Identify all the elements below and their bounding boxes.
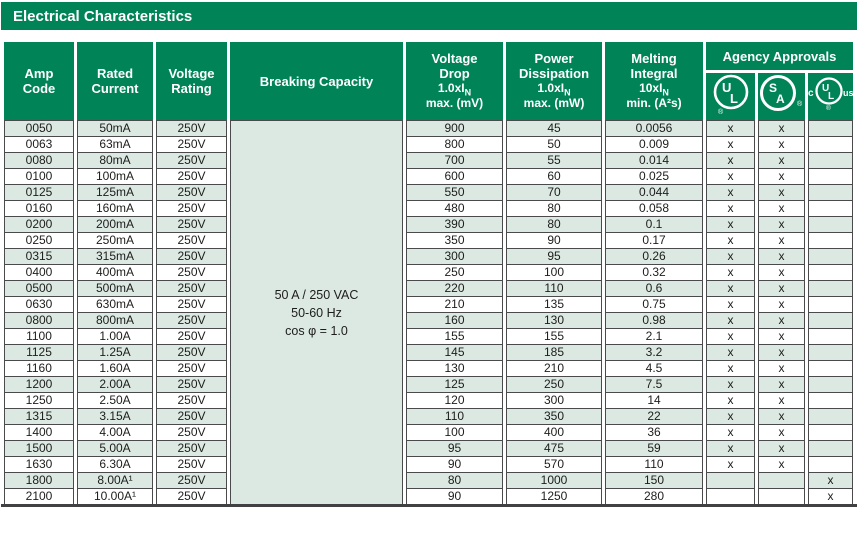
culus-approval-cell	[808, 376, 853, 392]
melting-integral-cell: 0.75	[605, 296, 703, 312]
amp-code-cell: 0400	[4, 264, 74, 280]
ul-approval-cell: x	[706, 248, 755, 264]
voltage-rating-cell: 250V	[156, 216, 227, 232]
amp-code-cell: 1500	[4, 440, 74, 456]
culus-approval-cell	[808, 360, 853, 376]
culus-approval-cell	[808, 296, 853, 312]
melting-integral-cell: 280	[605, 488, 703, 504]
voltage-drop-cell: 390	[406, 216, 503, 232]
section-title: Electrical Characteristics	[13, 7, 193, 25]
ul-approval-cell: x	[706, 392, 755, 408]
ul-approval-cell: x	[706, 456, 755, 472]
col-header-power-dissipation: Power Dissipation $1.0xI_N$ max. (mW)	[506, 42, 602, 120]
melting-integral-cell: 0.014	[605, 152, 703, 168]
culus-approval-cell: x	[808, 488, 853, 504]
table-row	[4, 472, 853, 488]
breaking-capacity-line1: 50 A / 250 VAC	[274, 287, 359, 302]
voltage-drop-cell: 160	[406, 312, 503, 328]
melting-integral-cell: 0.0056	[605, 120, 703, 136]
culus-approval-cell	[808, 152, 853, 168]
amp-code-cell: 1630	[4, 456, 74, 472]
melting-integral-cell: 0.058	[605, 200, 703, 216]
table-row	[4, 376, 853, 392]
ul-approval-cell: x	[706, 312, 755, 328]
amp-code-cell: 1200	[4, 376, 74, 392]
table-row	[4, 152, 853, 168]
svg-text:c: c	[808, 88, 814, 99]
rated-current-cell: 50mA	[77, 120, 153, 136]
power-dissipation-cell: 300	[506, 392, 602, 408]
ul-approval-cell: x	[706, 152, 755, 168]
voltage-rating-cell: 250V	[156, 136, 227, 152]
voltage-rating-cell: 250V	[156, 232, 227, 248]
voltage-drop-cell: 110	[406, 408, 503, 424]
col-header-voltage-drop: Voltage Drop $1.0xI_N$ max. (mV)	[406, 42, 503, 120]
melting-integral-cell: 36	[605, 424, 703, 440]
csa-approval-cell: x	[758, 248, 805, 264]
voltage-drop-cell: 350	[406, 232, 503, 248]
ul-approval-cell: x	[706, 264, 755, 280]
amp-code-cell: 0800	[4, 312, 74, 328]
table-row	[4, 456, 853, 472]
ul-approval-cell: x	[706, 200, 755, 216]
voltage-drop-cell: 220	[406, 280, 503, 296]
amp-code-cell: 1250	[4, 392, 74, 408]
rated-current-cell: 63mA	[77, 136, 153, 152]
melting-integral-cell: 3.2	[605, 344, 703, 360]
rated-current-cell: 8.00A¹	[77, 472, 153, 488]
ul-approval-cell: x	[706, 440, 755, 456]
table-row	[4, 328, 853, 344]
csa-approval-cell: x	[758, 328, 805, 344]
table-row	[4, 344, 853, 360]
voltage-drop-cell: 800	[406, 136, 503, 152]
power-dissipation-cell: 475	[506, 440, 602, 456]
ul-approval-cell: x	[706, 360, 755, 376]
power-dissipation-cell: 55	[506, 152, 602, 168]
ul-approval-cell: x	[706, 376, 755, 392]
melting-integral-cell: 0.17	[605, 232, 703, 248]
culus-approval-cell	[808, 136, 853, 152]
power-dissipation-cell: 135	[506, 296, 602, 312]
voltage-drop-cell: 550	[406, 184, 503, 200]
ul-approval-cell: x	[706, 168, 755, 184]
melting-integral-cell: 0.025	[605, 168, 703, 184]
culus-logo-icon	[808, 75, 853, 113]
power-dissipation-cell: 1000	[506, 472, 602, 488]
svg-text:L: L	[828, 91, 835, 102]
table-row	[4, 280, 853, 296]
csa-approval-cell: x	[758, 136, 805, 152]
ul-logo-icon	[711, 73, 751, 115]
power-dissipation-cell: 80	[506, 200, 602, 216]
culus-approval-cell	[808, 232, 853, 248]
voltage-drop-cell: 90	[406, 456, 503, 472]
amp-code-cell: 1160	[4, 360, 74, 376]
melting-integral-cell: 2.1	[605, 328, 703, 344]
voltage-drop-cell: 210	[406, 296, 503, 312]
svg-text:®: ®	[717, 109, 723, 115]
voltage-rating-cell: 250V	[156, 344, 227, 360]
csa-approval-cell: x	[758, 440, 805, 456]
col-header-agency-approvals: Agency Approvals	[706, 42, 853, 70]
voltage-drop-cell: 145	[406, 344, 503, 360]
voltage-rating-cell: 250V	[156, 152, 227, 168]
amp-code-cell: 0250	[4, 232, 74, 248]
ul-approval-cell: x	[706, 328, 755, 344]
culus-approval-cell	[808, 280, 853, 296]
power-dissipation-cell: 60	[506, 168, 602, 184]
power-dissipation-cell: 50	[506, 136, 602, 152]
amp-code-cell: 0500	[4, 280, 74, 296]
power-dissipation-cell: 100	[506, 264, 602, 280]
culus-approval-cell	[808, 392, 853, 408]
melting-integral-cell: 59	[605, 440, 703, 456]
voltage-drop-cell: 700	[406, 152, 503, 168]
power-dissipation-cell: 350	[506, 408, 602, 424]
culus-approval-cell	[808, 424, 853, 440]
ul-approval-cell: x	[706, 216, 755, 232]
voltage-rating-cell: 250V	[156, 424, 227, 440]
table-row	[4, 168, 853, 184]
culus-approval-cell	[808, 312, 853, 328]
culus-approval-cell	[808, 408, 853, 424]
ul-approval-cell: x	[706, 136, 755, 152]
culus-approval-cell	[808, 216, 853, 232]
amp-code-cell: 0080	[4, 152, 74, 168]
culus-approval-cell	[808, 184, 853, 200]
melting-integral-cell: 14	[605, 392, 703, 408]
table-row	[4, 360, 853, 376]
rated-current-cell: 200mA	[77, 216, 153, 232]
svg-text:us: us	[843, 88, 853, 98]
amp-code-cell: 1800	[4, 472, 74, 488]
amp-code-cell: 1315	[4, 408, 74, 424]
power-dissipation-cell: 250	[506, 376, 602, 392]
csa-approval-cell	[758, 472, 805, 488]
amp-code-cell: 0050	[4, 120, 74, 136]
rated-current-cell: 800mA	[77, 312, 153, 328]
rated-current-cell: 3.15A	[77, 408, 153, 424]
csa-approval-cell: x	[758, 216, 805, 232]
power-dissipation-cell: 110	[506, 280, 602, 296]
col-header-amp-code: Amp Code	[4, 42, 74, 120]
culus-approval-cell	[808, 344, 853, 360]
csa-approval-cell: x	[758, 424, 805, 440]
rated-current-cell: 1.00A	[77, 328, 153, 344]
ul-approval-cell: x	[706, 232, 755, 248]
electrical-characteristics-table-wrap	[1, 42, 857, 507]
power-dissipation-cell: 130	[506, 312, 602, 328]
col-header-culus	[808, 70, 853, 120]
svg-text:®: ®	[796, 101, 802, 108]
svg-text:S: S	[768, 81, 777, 95]
melting-integral-cell: 22	[605, 408, 703, 424]
amp-code-cell: 0630	[4, 296, 74, 312]
rated-current-cell: 630mA	[77, 296, 153, 312]
culus-approval-cell	[808, 248, 853, 264]
rated-current-cell: 6.30A	[77, 456, 153, 472]
melting-integral-cell: 0.26	[605, 248, 703, 264]
melting-integral-cell: 0.1	[605, 216, 703, 232]
col-header-breaking-capacity: Breaking Capacity	[230, 42, 403, 120]
csa-approval-cell: x	[758, 168, 805, 184]
voltage-rating-cell: 250V	[156, 312, 227, 328]
voltage-rating-cell: 250V	[156, 184, 227, 200]
rated-current-cell: 250mA	[77, 232, 153, 248]
table-row	[4, 312, 853, 328]
power-dissipation-cell: 185	[506, 344, 602, 360]
melting-integral-cell: 4.5	[605, 360, 703, 376]
rated-current-cell: 125mA	[77, 184, 153, 200]
csa-approval-cell: x	[758, 456, 805, 472]
ul-approval-cell	[706, 472, 755, 488]
breaking-capacity-cell	[230, 120, 403, 504]
voltage-drop-cell: 250	[406, 264, 503, 280]
voltage-rating-cell: 250V	[156, 440, 227, 456]
melting-integral-cell: 0.32	[605, 264, 703, 280]
culus-approval-cell	[808, 456, 853, 472]
csa-approval-cell: x	[758, 392, 805, 408]
col-header-csa	[758, 70, 805, 120]
voltage-drop-cell: 130	[406, 360, 503, 376]
amp-code-cell: 1125	[4, 344, 74, 360]
amp-code-cell: 0160	[4, 200, 74, 216]
voltage-rating-cell: 250V	[156, 296, 227, 312]
power-dissipation-cell: 210	[506, 360, 602, 376]
csa-approval-cell: x	[758, 200, 805, 216]
svg-text:L: L	[729, 91, 738, 106]
rated-current-cell: 5.00A	[77, 440, 153, 456]
table-row	[4, 296, 853, 312]
ul-approval-cell: x	[706, 184, 755, 200]
csa-approval-cell: x	[758, 232, 805, 248]
rated-current-cell: 2.00A	[77, 376, 153, 392]
csa-approval-cell: x	[758, 120, 805, 136]
csa-logo-icon	[759, 73, 805, 115]
header-row-top	[4, 42, 853, 70]
csa-approval-cell: x	[758, 296, 805, 312]
ul-approval-cell: x	[706, 408, 755, 424]
ul-approval-cell: x	[706, 120, 755, 136]
csa-approval-cell: x	[758, 280, 805, 296]
power-dissipation-cell: 570	[506, 456, 602, 472]
table-row	[4, 200, 853, 216]
rated-current-cell: 500mA	[77, 280, 153, 296]
ul-approval-cell: x	[706, 296, 755, 312]
rated-current-cell: 315mA	[77, 248, 153, 264]
csa-approval-cell: x	[758, 408, 805, 424]
svg-text:A: A	[775, 92, 785, 106]
section-title-bar	[1, 2, 857, 30]
amp-code-cell: 1100	[4, 328, 74, 344]
voltage-drop-cell: 125	[406, 376, 503, 392]
amp-code-cell: 1400	[4, 424, 74, 440]
ul-approval-cell	[706, 488, 755, 504]
voltage-drop-cell: 300	[406, 248, 503, 264]
table-row	[4, 408, 853, 424]
col-header-voltage-rating: Voltage Rating	[156, 42, 227, 120]
ul-approval-cell: x	[706, 344, 755, 360]
voltage-rating-cell: 250V	[156, 168, 227, 184]
csa-approval-cell: x	[758, 344, 805, 360]
table-row	[4, 424, 853, 440]
melting-integral-cell: 150	[605, 472, 703, 488]
svg-text:®: ®	[826, 105, 831, 112]
culus-approval-cell	[808, 168, 853, 184]
voltage-drop-cell: 95	[406, 440, 503, 456]
csa-approval-cell: x	[758, 376, 805, 392]
voltage-rating-cell: 250V	[156, 264, 227, 280]
voltage-rating-cell: 250V	[156, 328, 227, 344]
svg-text:U: U	[822, 83, 830, 94]
rated-current-cell: 160mA	[77, 200, 153, 216]
breaking-capacity-line2: 50-60 Hz	[291, 305, 342, 320]
power-dissipation-cell: 80	[506, 216, 602, 232]
ul-approval-cell: x	[706, 280, 755, 296]
voltage-rating-cell: 250V	[156, 120, 227, 136]
table-row	[4, 392, 853, 408]
melting-integral-cell: 0.009	[605, 136, 703, 152]
csa-approval-cell: x	[758, 152, 805, 168]
culus-approval-cell	[808, 120, 853, 136]
breaking-capacity-line3: cos φ = 1.0	[285, 323, 348, 338]
voltage-rating-cell: 250V	[156, 408, 227, 424]
melting-integral-cell: 110	[605, 456, 703, 472]
voltage-rating-cell: 250V	[156, 280, 227, 296]
rated-current-cell: 1.25A	[77, 344, 153, 360]
col-header-melting-integral: Melting Integral $10xI_N$ min. (A²s)	[605, 42, 703, 120]
melting-integral-cell: 0.044	[605, 184, 703, 200]
table-row	[4, 264, 853, 280]
rated-current-cell: 2.50A	[77, 392, 153, 408]
csa-approval-cell: x	[758, 264, 805, 280]
voltage-rating-cell: 250V	[156, 488, 227, 504]
col-header-rated-current: Rated Current	[77, 42, 153, 120]
power-dissipation-cell: 45	[506, 120, 602, 136]
rated-current-cell: 10.00A¹	[77, 488, 153, 504]
melting-integral-cell: 0.98	[605, 312, 703, 328]
csa-approval-cell: x	[758, 184, 805, 200]
amp-code-cell: 0200	[4, 216, 74, 232]
table-row	[4, 136, 853, 152]
rated-current-cell: 1.60A	[77, 360, 153, 376]
rated-current-cell: 80mA	[77, 152, 153, 168]
table-row	[4, 216, 853, 232]
amp-code-cell: 0063	[4, 136, 74, 152]
voltage-rating-cell: 250V	[156, 376, 227, 392]
power-dissipation-cell: 95	[506, 248, 602, 264]
col-header-ul	[706, 70, 755, 120]
voltage-rating-cell: 250V	[156, 360, 227, 376]
power-dissipation-cell: 1250	[506, 488, 602, 504]
melting-integral-cell: 7.5	[605, 376, 703, 392]
voltage-drop-cell: 90	[406, 488, 503, 504]
voltage-drop-cell: 155	[406, 328, 503, 344]
table-row	[4, 232, 853, 248]
culus-approval-cell	[808, 440, 853, 456]
table-row	[4, 248, 853, 264]
rated-current-cell: 100mA	[77, 168, 153, 184]
csa-approval-cell	[758, 488, 805, 504]
voltage-rating-cell: 250V	[156, 392, 227, 408]
amp-code-cell: 0125	[4, 184, 74, 200]
power-dissipation-cell: 155	[506, 328, 602, 344]
voltage-drop-cell: 120	[406, 392, 503, 408]
voltage-drop-cell: 480	[406, 200, 503, 216]
voltage-drop-cell: 900	[406, 120, 503, 136]
svg-text:U: U	[721, 80, 731, 95]
culus-approval-cell: x	[808, 472, 853, 488]
melting-integral-cell: 0.6	[605, 280, 703, 296]
rated-current-cell: 4.00A	[77, 424, 153, 440]
amp-code-cell: 2100	[4, 488, 74, 504]
voltage-rating-cell: 250V	[156, 456, 227, 472]
power-dissipation-cell: 400	[506, 424, 602, 440]
table-row	[4, 488, 853, 504]
csa-approval-cell: x	[758, 360, 805, 376]
csa-approval-cell: x	[758, 312, 805, 328]
table-row	[4, 184, 853, 200]
voltage-rating-cell: 250V	[156, 248, 227, 264]
rated-current-cell: 400mA	[77, 264, 153, 280]
voltage-drop-cell: 100	[406, 424, 503, 440]
table-row	[4, 120, 853, 136]
culus-approval-cell	[808, 264, 853, 280]
table-row	[4, 440, 853, 456]
voltage-drop-cell: 80	[406, 472, 503, 488]
voltage-drop-cell: 600	[406, 168, 503, 184]
electrical-characteristics-table	[1, 42, 856, 504]
culus-approval-cell	[808, 200, 853, 216]
voltage-rating-cell: 250V	[156, 200, 227, 216]
power-dissipation-cell: 70	[506, 184, 602, 200]
amp-code-cell: 0100	[4, 168, 74, 184]
power-dissipation-cell: 90	[506, 232, 602, 248]
amp-code-cell: 0315	[4, 248, 74, 264]
voltage-rating-cell: 250V	[156, 472, 227, 488]
culus-approval-cell	[808, 328, 853, 344]
ul-approval-cell: x	[706, 424, 755, 440]
